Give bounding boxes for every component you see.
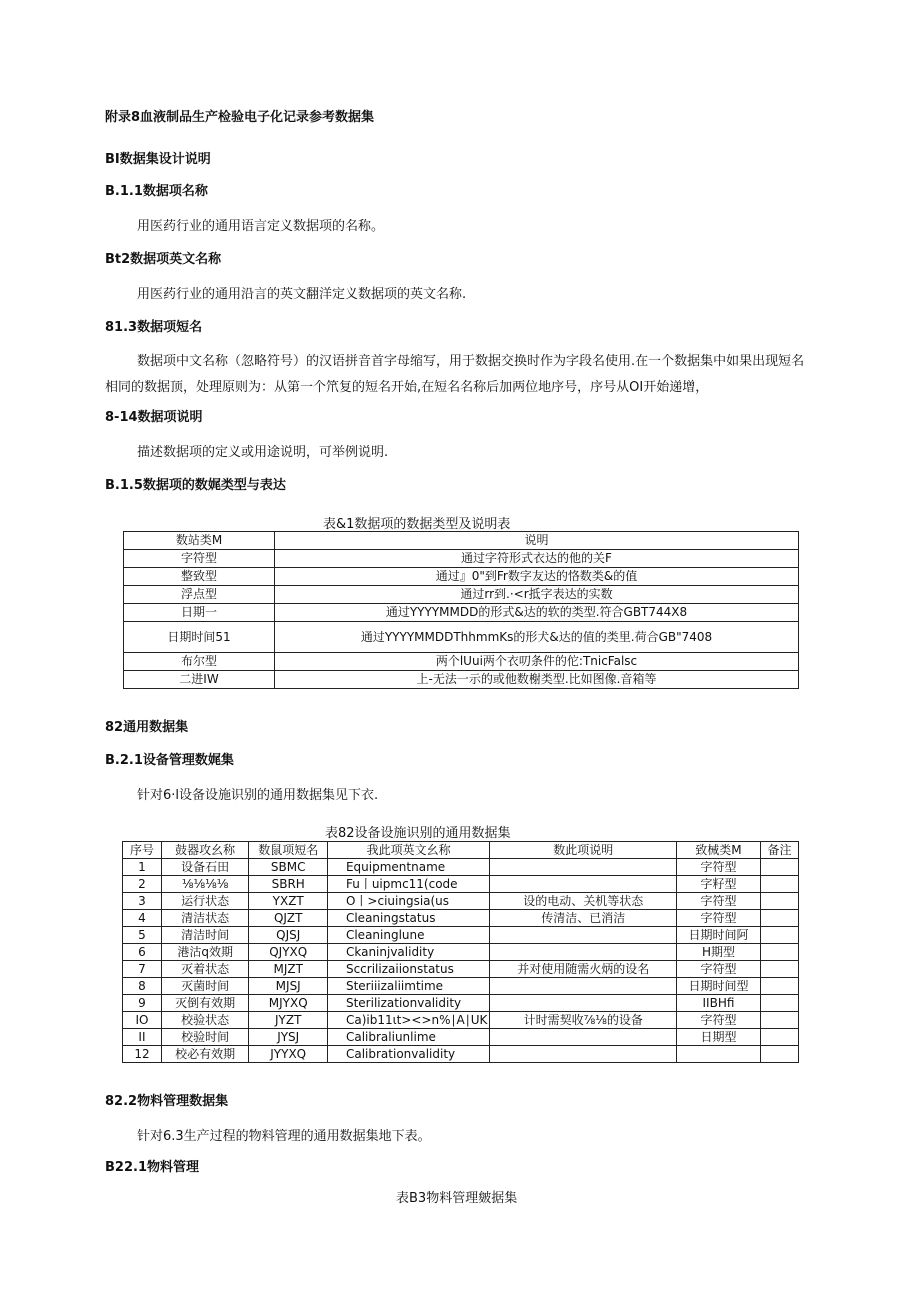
table2-header-row <box>123 842 799 859</box>
table2-cell <box>760 995 798 1012</box>
table2-cell: 2 <box>123 876 162 893</box>
table2-cell: 字籽型 <box>677 876 761 893</box>
table2-cell: JYZT <box>249 1012 328 1029</box>
table2-cell: 12 <box>123 1046 162 1063</box>
table2-cell: 并对使用随需火炳的设名 <box>490 961 677 978</box>
table2-caption: 表82设备设施识别的通用数据集 <box>325 826 511 841</box>
equipment-dataset-table <box>122 841 799 1063</box>
table1-cell: 通过』0"到Fr数字友达的恪数类&的值 <box>275 568 799 586</box>
table1-header-row <box>124 532 799 550</box>
table1-cell: 二进IW <box>124 671 275 689</box>
table1-cell: 字符型 <box>124 550 275 568</box>
table2-row <box>123 961 799 978</box>
table2-header-cell: 致械类M <box>677 842 761 859</box>
section-b14-text: 描述数据项的定义或用途说明，可举例说明. <box>137 445 389 460</box>
table1-row <box>124 550 799 568</box>
table1-caption: 表&1数据项的数据类型及说明表 <box>323 517 511 532</box>
table2-cell <box>490 995 677 1012</box>
table2-cell: Cleaningstatus <box>327 910 489 927</box>
table2-cell <box>760 978 798 995</box>
table2-row <box>123 1012 799 1029</box>
table1-row <box>124 586 799 604</box>
table2-cell: Steriiizaliimtime <box>327 978 489 995</box>
section-b13-heading: 81.3数据项短名 <box>105 320 203 335</box>
table2-cell <box>760 927 798 944</box>
section-b21-heading: B.2.1设备管理数娓集 <box>105 753 234 768</box>
table2-cell: 5 <box>123 927 162 944</box>
table2-cell: 校必有效期 <box>161 1046 249 1063</box>
table2-cell: Fu丨uipmc11(code <box>327 876 489 893</box>
table2-cell <box>490 1029 677 1046</box>
table2-header-cell: 序号 <box>123 842 162 859</box>
table2-cell: QJZT <box>249 910 328 927</box>
table2-cell <box>760 893 798 910</box>
table2-cell: MJSJ <box>249 978 328 995</box>
table2-cell: 日期时间阿 <box>677 927 761 944</box>
table1-cell: 两个lUui两个衣叨条件的佗:TnicFalsc <box>275 653 799 671</box>
table2-cell <box>760 1012 798 1029</box>
table1-row <box>124 671 799 689</box>
table2-cell: Cleaninglune <box>327 927 489 944</box>
table2-cell <box>760 910 798 927</box>
table2-header-cell: 我此项英文幺称 <box>327 842 489 859</box>
table2-cell: 4 <box>123 910 162 927</box>
table2-row <box>123 876 799 893</box>
table2-cell: 3 <box>123 893 162 910</box>
table1-row <box>124 622 799 653</box>
table2-cell: Calibraliunlime <box>327 1029 489 1046</box>
section-b2-heading: 82通用数据集 <box>105 720 189 735</box>
table2-cell: II <box>123 1029 162 1046</box>
section-b22-heading: 82.2物料管理数据集 <box>105 1094 229 1109</box>
section-b12-heading: Bt2数据项英文名称 <box>105 252 222 267</box>
table2-cell: 运行状态 <box>161 893 249 910</box>
table2-cell: Ca)ib11ιt><>n%∣A∣UK <box>327 1012 489 1029</box>
table2-cell: 8 <box>123 978 162 995</box>
table2-cell: H期型 <box>677 944 761 961</box>
section-b12-text: 用医药行业的通用沿言的英文翻洋定义数据项的英文名称. <box>137 287 467 302</box>
table2-cell: ⅛⅛⅛⅛ <box>161 876 249 893</box>
table2-cell: 校验状态 <box>161 1012 249 1029</box>
table2-row <box>123 1046 799 1063</box>
table3-caption: 表B3物料管理皴据集 <box>396 1191 518 1206</box>
table2-cell <box>760 859 798 876</box>
table2-header-cell: 数鼠项短名 <box>249 842 328 859</box>
table2-cell: 设备石田 <box>161 859 249 876</box>
table2-cell: 字符型 <box>677 1012 761 1029</box>
table1-cell: 上-无法一示的或他数榭类型.比如图像.音箱等 <box>275 671 799 689</box>
table2-cell <box>677 1046 761 1063</box>
data-type-table <box>123 531 799 689</box>
table2-cell: 字符型 <box>677 893 761 910</box>
table2-cell: MJZT <box>249 961 328 978</box>
table1-header-desc: 说明 <box>275 532 799 550</box>
table2-cell: 清洁时间 <box>161 927 249 944</box>
table2-cell: 灭倒有效期 <box>161 995 249 1012</box>
table1-cell: 浮点型 <box>124 586 275 604</box>
table2-cell <box>490 859 677 876</box>
table2-cell <box>490 1046 677 1063</box>
table2-cell <box>490 876 677 893</box>
section-b13-text: 数据项中文名称（忽略符号）的汉语拼音首字母缩写，用于数据交换时作为字段名使用.在一个数据集中如果出现短名相同的数据顶，处理原则为：从第一个笊复的短名开始,在短名名称后加两位地序号，序号从OI开始递增， <box>105 354 805 395</box>
table2-row <box>123 927 799 944</box>
table2-row <box>123 995 799 1012</box>
table2-cell: Calibrationvalidity <box>327 1046 489 1063</box>
table2-cell: 计时需契收⅞⅛的设备 <box>490 1012 677 1029</box>
section-b21-text: 针对6·l设备设施识别的通用数据集见下衣. <box>137 788 379 803</box>
table2-cell: SBRH <box>249 876 328 893</box>
table2-cell: Sterilizationvalidity <box>327 995 489 1012</box>
table2-cell: 日期型 <box>677 1029 761 1046</box>
table2-cell: O丨>ciuingsia(us <box>327 893 489 910</box>
table2-cell <box>760 876 798 893</box>
table2-cell: Ckaninjvalidity <box>327 944 489 961</box>
table2-cell: 字符型 <box>677 859 761 876</box>
table2-row <box>123 1029 799 1046</box>
table2-cell: JYYXQ <box>249 1046 328 1063</box>
table2-cell: 字符型 <box>677 910 761 927</box>
table2-cell: QJSJ <box>249 927 328 944</box>
table2-cell: JYSJ <box>249 1029 328 1046</box>
table2-row <box>123 944 799 961</box>
section-b221-heading: B22.1物料管理 <box>105 1160 199 1175</box>
table2-cell: YXZT <box>249 893 328 910</box>
section-b11-text: 用医药行业的通用语言定义数据项的名称。 <box>137 219 385 234</box>
table1-cell: 日期时间51 <box>124 622 275 653</box>
table2-cell <box>760 944 798 961</box>
table2-cell: 灭着状态 <box>161 961 249 978</box>
table2-cell: 7 <box>123 961 162 978</box>
table1-cell: 布尔型 <box>124 653 275 671</box>
table2-cell: 灭菌时间 <box>161 978 249 995</box>
table2-cell: 6 <box>123 944 162 961</box>
table1-cell: 通过rr到.·<r抵字表达的实数 <box>275 586 799 604</box>
table2-cell <box>760 961 798 978</box>
table2-row <box>123 893 799 910</box>
table2-cell: 9 <box>123 995 162 1012</box>
table2-cell: IIBHfi <box>677 995 761 1012</box>
table2-cell <box>760 1029 798 1046</box>
table2-header-cell: 鼓器攻幺称 <box>161 842 249 859</box>
table2-cell <box>490 944 677 961</box>
table2-cell <box>760 1046 798 1063</box>
table2-cell: QJYXQ <box>249 944 328 961</box>
section-b1-heading: BI数据集设计说明 <box>105 152 211 167</box>
table1-row <box>124 653 799 671</box>
table2-cell: 字符型 <box>677 961 761 978</box>
table1-row <box>124 568 799 586</box>
section-b11-heading: B.1.1数据项名称 <box>105 184 208 199</box>
appendix-title: 附录8血液制品生产检验电子化记录参考数据集 <box>105 110 375 125</box>
table2-cell: Equipmentname <box>327 859 489 876</box>
table2-row <box>123 978 799 995</box>
table2-cell: 传清洁、已消洁 <box>490 910 677 927</box>
table2-header-cell: 备注 <box>760 842 798 859</box>
table2-cell: 校验时间 <box>161 1029 249 1046</box>
table1-cell: 通过字符形式衣达的他的关F <box>275 550 799 568</box>
table1-row <box>124 604 799 622</box>
section-b22-text: 针对6.3生产过程的物料管理的通用数据集地下表。 <box>137 1129 431 1144</box>
table1-cell: 通过YYYYMMDD的形式&达的软的类型.符合GBT744X8 <box>275 604 799 622</box>
table2-cell: Sccrilizaiionstatus <box>327 961 489 978</box>
section-b14-heading: 8-14数据项说明 <box>105 410 203 425</box>
table2-cell: 日期时间型 <box>677 978 761 995</box>
table2-cell: 清洁状态 <box>161 910 249 927</box>
table1-cell: 整致型 <box>124 568 275 586</box>
table1-header-type: 数站类M <box>124 532 275 550</box>
table1-cell: 日期一 <box>124 604 275 622</box>
table2-cell: 设的电动、关机等状态 <box>490 893 677 910</box>
table2-cell: MJYXQ <box>249 995 328 1012</box>
table2-cell: 港沽q效期 <box>161 944 249 961</box>
table2-header-cell: 数此项说明 <box>490 842 677 859</box>
table2-cell: 1 <box>123 859 162 876</box>
table2-row <box>123 910 799 927</box>
section-b15-heading: B.1.5数据项的数娓类型与表达 <box>105 478 286 493</box>
table2-cell <box>490 927 677 944</box>
table2-cell <box>490 978 677 995</box>
table2-row <box>123 859 799 876</box>
table1-cell: 通过YYYYMMDDThhmmKs的形犬&达的值的类里.荷合GB"7408 <box>275 622 799 653</box>
table2-cell: IO <box>123 1012 162 1029</box>
table2-cell: SBMC <box>249 859 328 876</box>
